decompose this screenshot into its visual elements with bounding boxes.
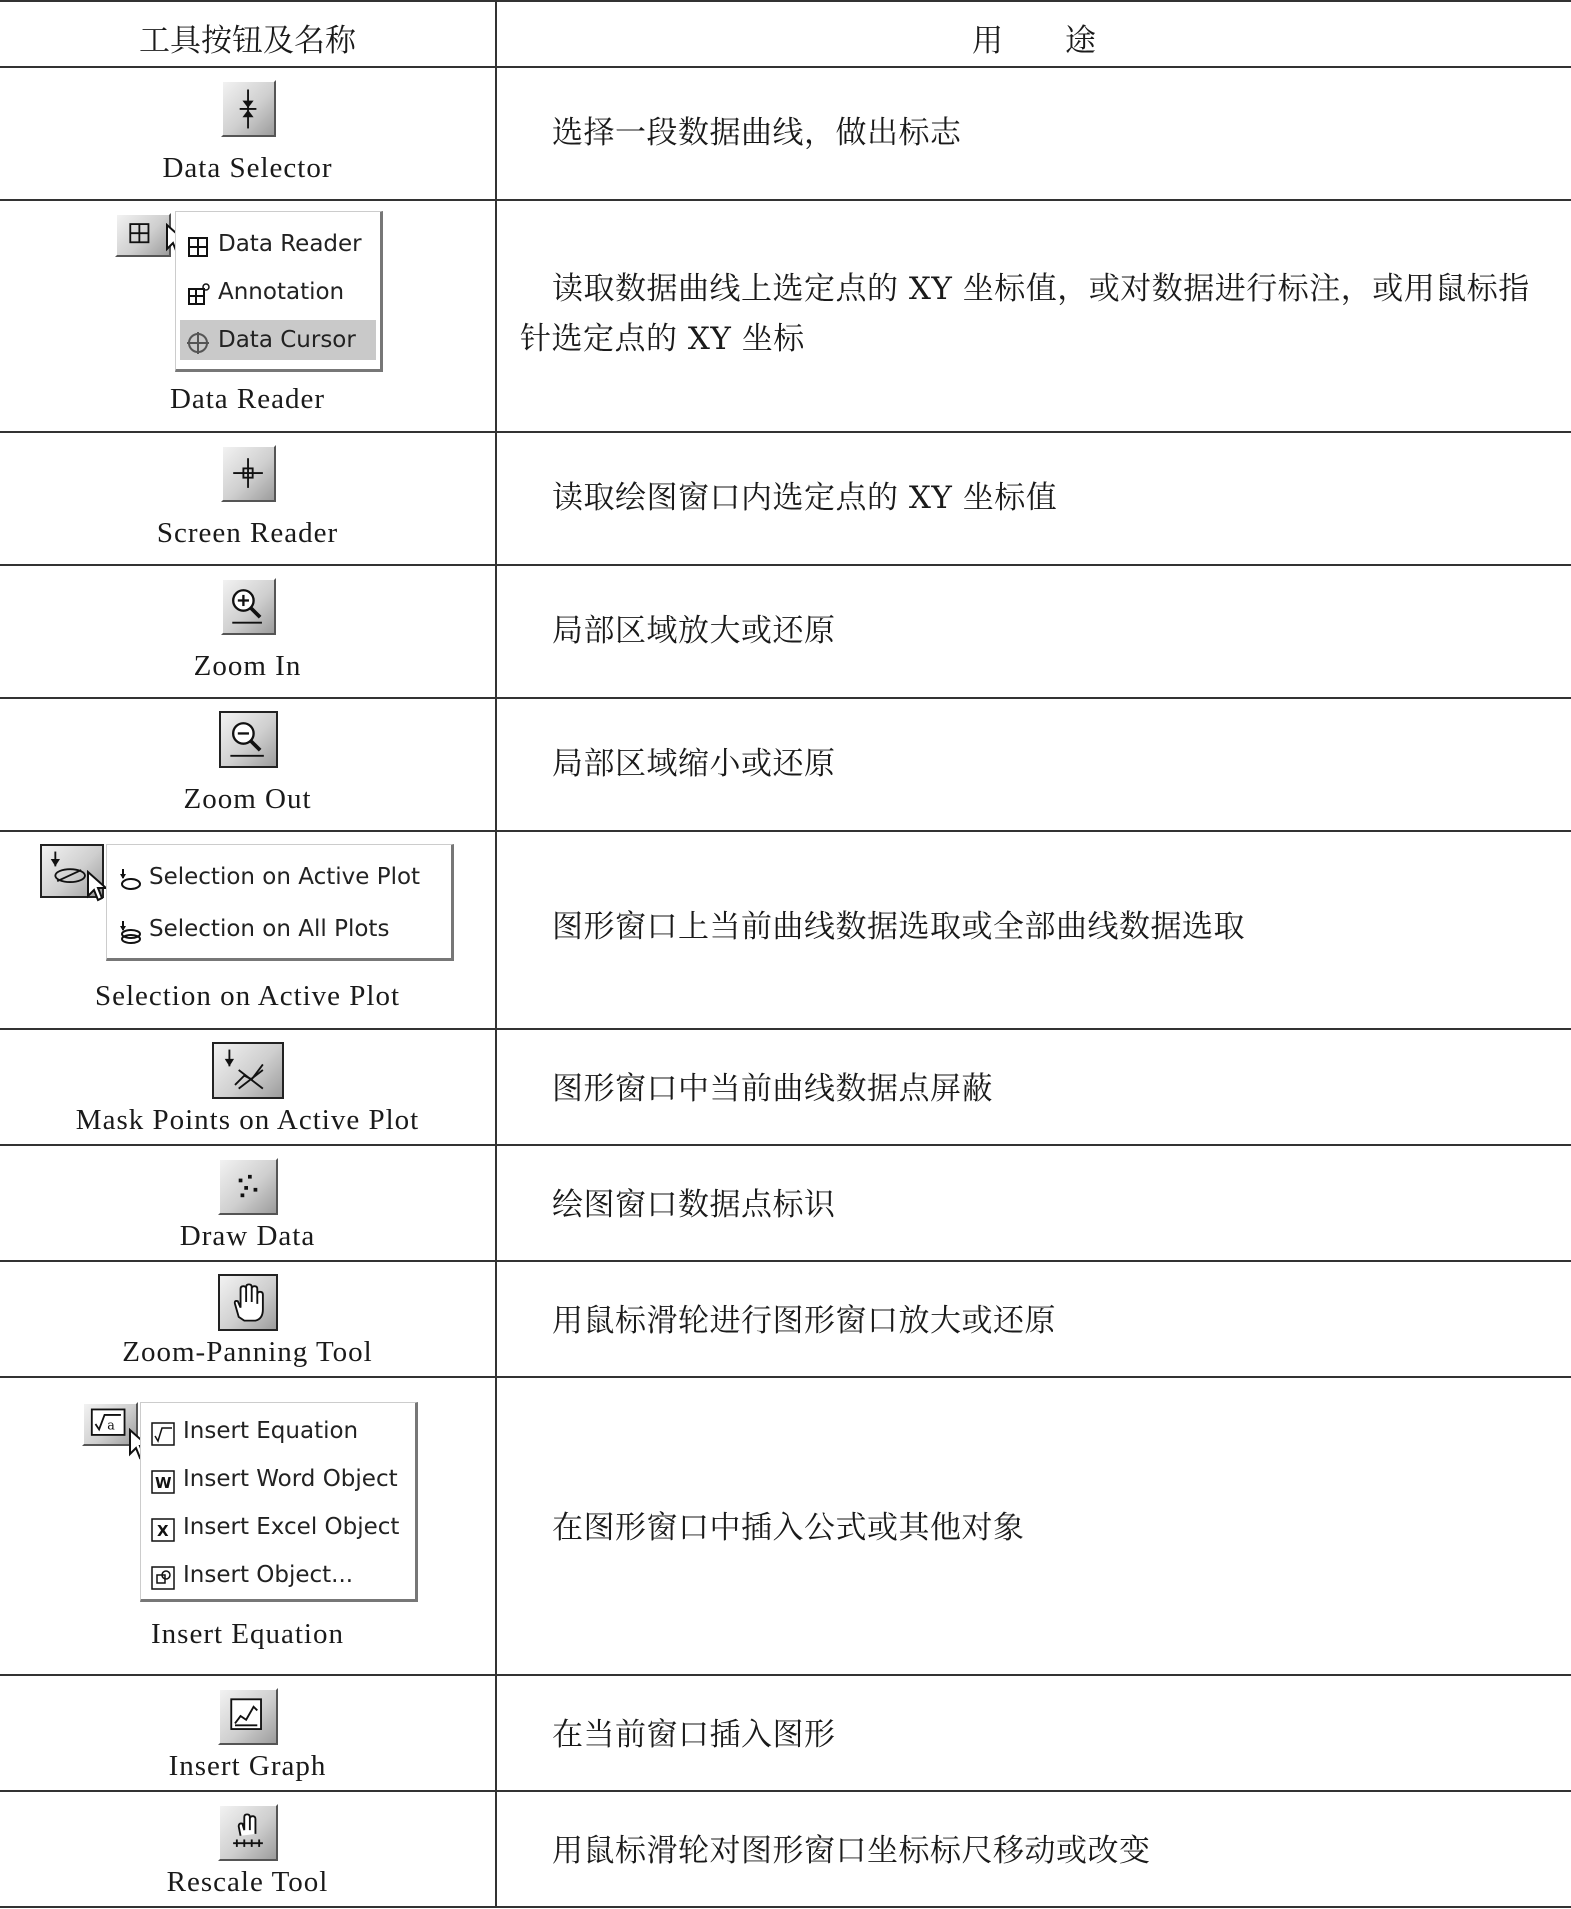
- table-row: [0, 1378, 1571, 1676]
- tool-description: 图形窗口上当前曲线数据选取或全部曲线数据选取: [552, 909, 1245, 945]
- tool-name: Data Selector: [162, 152, 333, 184]
- tool-description: 在图形窗口中插入公式或其他对象: [552, 1510, 1025, 1546]
- tool-name: Screen Reader: [156, 517, 339, 549]
- table-row: [0, 1146, 1571, 1262]
- data-selector-icon[interactable]: [221, 80, 276, 137]
- header-usage: 用 途: [972, 23, 1096, 59]
- tool-name: Zoom-Panning Tool: [122, 1336, 373, 1368]
- insert-object-menu: [140, 1402, 418, 1602]
- insert-graph-icon[interactable]: [218, 1688, 278, 1745]
- menu-item-selection-active-plot[interactable]: Selection on Active Plot: [111, 857, 447, 897]
- tool-name: Mask Points on Active Plot: [75, 1104, 420, 1136]
- table-row: [0, 1030, 1571, 1146]
- word-object-icon: [151, 1467, 175, 1491]
- tool-description: 用鼠标滑轮进行图形窗口放大或还原: [552, 1303, 1056, 1339]
- table-row: [0, 433, 1571, 566]
- tool-description: 选择一段数据曲线，做出标志: [552, 115, 962, 151]
- crosshair-icon: [186, 328, 210, 352]
- tool-description: 用鼠标滑轮对图形窗口坐标标尺移动或改变: [552, 1833, 1151, 1869]
- header-cell-left: [0, 2, 497, 66]
- menu-item-insert-object[interactable]: Insert Object...: [145, 1555, 411, 1595]
- selection-menu: [106, 844, 454, 961]
- svg-text:X: X: [157, 1522, 169, 1540]
- tool-description: 在当前窗口插入图形: [552, 1717, 836, 1753]
- tool-name: Rescale Tool: [166, 1866, 329, 1898]
- menu-item-selection-all-plots[interactable]: Selection on All Plots: [111, 909, 447, 949]
- menu-item-annotation[interactable]: Annotation: [180, 272, 376, 312]
- tool-description: 图形窗口中当前曲线数据点屏蔽: [552, 1071, 993, 1107]
- tool-description: 局部区域放大或还原: [552, 613, 836, 649]
- object-icon: [151, 1563, 175, 1587]
- tool-name: Zoom In: [193, 650, 302, 682]
- table-row: [0, 201, 1571, 433]
- tool-name: Draw Data: [179, 1220, 316, 1252]
- table-header-row: [0, 0, 1571, 68]
- tool-description: 读取绘图窗口内选定点的 XY 坐标值: [552, 480, 1058, 516]
- mask-points-icon[interactable]: [212, 1042, 284, 1099]
- draw-data-icon[interactable]: [218, 1158, 278, 1215]
- pointer-cursor-icon: [86, 870, 108, 902]
- tool-name: Selection on Active Plot: [94, 980, 401, 1012]
- table-row: [0, 566, 1571, 699]
- table-row: [0, 68, 1571, 201]
- hand-pan-icon[interactable]: [218, 1274, 278, 1331]
- table-row: [0, 1676, 1571, 1792]
- header-cell-right: [497, 2, 1571, 66]
- header-tool-name: 工具按钮及名称: [139, 23, 356, 59]
- selection-all-plots-icon: [117, 917, 141, 941]
- menu-item-insert-excel-object[interactable]: X Insert Excel Object: [145, 1507, 411, 1547]
- tool-name: Zoom Out: [183, 783, 312, 815]
- menu-item-data-reader[interactable]: Data Reader: [180, 224, 376, 264]
- annotation-icon: [186, 280, 210, 304]
- tool-name: Data Reader: [169, 383, 326, 415]
- tool-name: Insert Equation: [151, 1618, 344, 1650]
- rescale-tool-icon[interactable]: [218, 1804, 278, 1861]
- svg-text:W: W: [155, 1474, 172, 1492]
- data-reader-menu: [175, 211, 383, 372]
- svg-text:a: a: [107, 1417, 115, 1433]
- table-row: [0, 1792, 1571, 1908]
- selection-active-plot-icon: [117, 865, 141, 889]
- tool-description: 读取数据曲线上选定点的 XY 坐标值，或对数据进行标注，或用鼠标指针选定点的 XY 坐标: [520, 271, 1530, 357]
- zoom-in-icon[interactable]: [221, 578, 276, 635]
- menu-item-insert-word-object[interactable]: W Insert Word Object: [145, 1459, 411, 1499]
- data-reader-icon[interactable]: [115, 213, 171, 257]
- table-row: [0, 699, 1571, 832]
- menu-item-insert-equation[interactable]: Insert Equation: [145, 1411, 411, 1451]
- equation-icon: [151, 1419, 175, 1443]
- table-row: [0, 1262, 1571, 1378]
- tool-name: Insert Graph: [168, 1750, 327, 1782]
- screen-reader-icon[interactable]: [221, 445, 276, 502]
- zoom-out-icon[interactable]: [219, 711, 278, 768]
- tool-description: 局部区域缩小或还原: [552, 746, 836, 782]
- menu-item-data-cursor[interactable]: Data Cursor: [180, 320, 376, 360]
- data-reader-icon: [186, 232, 210, 256]
- excel-object-icon: [151, 1515, 175, 1539]
- table-row: [0, 832, 1571, 1030]
- tool-description: 绘图窗口数据点标识: [552, 1187, 836, 1223]
